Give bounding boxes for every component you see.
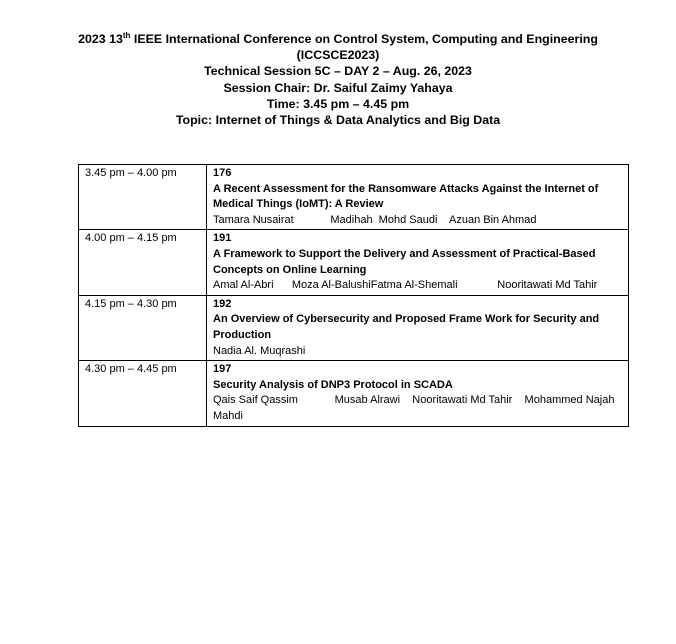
paper-cell bbox=[207, 230, 629, 295]
paper-title: A Framework to Support the Delivery and Assessment of Practical-Based Concepts on Online Learning bbox=[213, 247, 596, 276]
session-chair: Session Chair: Dr. Saiful Zaimy Yahaya bbox=[223, 80, 453, 95]
table-row bbox=[79, 295, 629, 360]
table-row bbox=[79, 165, 629, 230]
paper-id: 192 bbox=[213, 297, 232, 310]
paper-cell bbox=[207, 165, 629, 230]
table-row bbox=[79, 230, 629, 295]
conference-title-prefix: 2023 13 bbox=[78, 32, 123, 46]
paper-title: An Overview of Cybersecurity and Proposed Frame Work for Security and Production bbox=[213, 313, 600, 341]
session-topic: Topic: Internet of Things & Data Analytics and Big Data bbox=[175, 113, 501, 128]
paper-authors bbox=[213, 344, 624, 360]
paper-title: A Recent Assessment for the Ransomware Attacks Against the Internet of Medical Things (IoMT): A Review bbox=[213, 182, 599, 211]
time-slot: 4.15 pm – 4.30 pm bbox=[79, 295, 207, 360]
paper-authors bbox=[213, 393, 624, 424]
conference-title-ordinal: th bbox=[122, 31, 131, 40]
authors-text: Amal Al-Abri Moza Al-BalushiFatma Al-Shemali Nooritawati Md Tahir bbox=[213, 279, 598, 292]
paper-id: 191 bbox=[213, 232, 232, 245]
paper-id: 197 bbox=[213, 363, 232, 376]
schedule-table bbox=[78, 164, 629, 427]
conference-title bbox=[0, 31, 676, 47]
time-slot: 4.00 pm – 4.15 pm bbox=[79, 230, 207, 295]
paper-authors bbox=[213, 213, 624, 229]
paper-cell bbox=[207, 295, 629, 360]
paper-title: Security Analysis of DNP3 Protocol in SCADA bbox=[213, 378, 453, 391]
authors-text: Tamara Nusairat Madihah Mohd Saudi Azuan Bin Ahmad bbox=[213, 213, 537, 226]
time-slot: 3.45 pm – 4.00 pm bbox=[79, 165, 207, 230]
authors-text: Nadia Al. Muqrashi bbox=[213, 344, 306, 357]
table-row bbox=[79, 361, 629, 426]
paper-authors bbox=[213, 278, 624, 294]
authors-text: Qais Saif Qassim Musab Alrawi Nooritawati Md Tahir Mohammed Najah Mahdi bbox=[213, 394, 618, 422]
paper-id: 176 bbox=[213, 167, 232, 179]
session-header bbox=[0, 31, 676, 128]
paper-cell bbox=[207, 361, 629, 426]
conference-acronym: (ICCSCE2023) bbox=[296, 48, 380, 63]
time-slot: 4.30 pm – 4.45 pm bbox=[79, 361, 207, 426]
technical-session: Technical Session 5C – DAY 2 – Aug. 26, 2023 bbox=[204, 64, 472, 79]
session-time: Time: 3.45 pm – 4.45 pm bbox=[266, 96, 410, 111]
conference-title-suffix: IEEE International Conference on Control System, Computing and Engineering bbox=[130, 32, 598, 46]
